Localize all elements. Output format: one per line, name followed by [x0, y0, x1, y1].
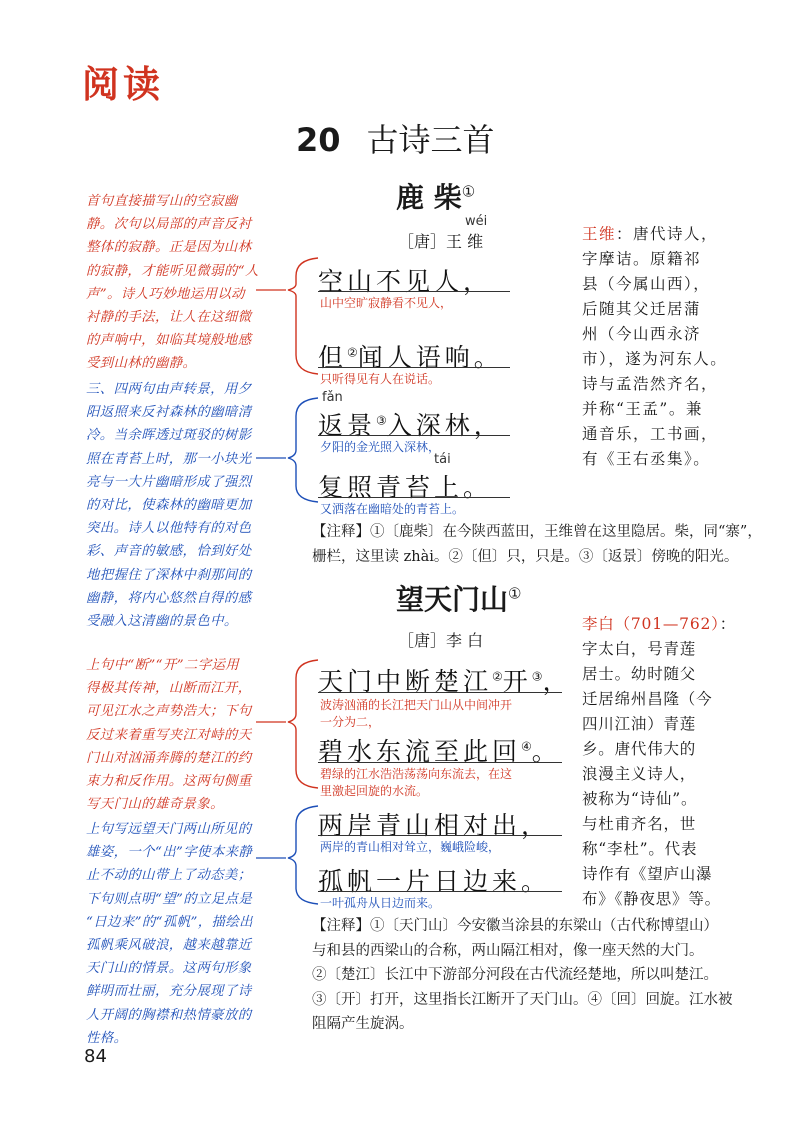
- poem2-line-3-rule: [318, 835, 562, 836]
- poem2-trans-3: 两岸的青山相对耸立，巍峨险峻，: [320, 840, 501, 854]
- poem1-line-2: [318, 338, 503, 374]
- poem2-bio-text: ： 字太白，号青莲 居士。幼时随父 迁居绵州昌隆（今 四川江油）青莲 乡。唐代伟大的 浪漫主义诗人， 被称为“诗仙”。 与杜甫齐名，世 称“李杜”。代表 诗作有《望庐山瀑 布》《静夜思》等。: [582, 615, 737, 908]
- poem1-line-3-note: ③: [376, 413, 387, 428]
- poem2-annotation-blue: [86, 818, 253, 1050]
- poem2-trans-2-cont: 里激起回旋的水流。: [320, 784, 429, 798]
- poem1-line-1: [318, 262, 492, 298]
- lesson-number: 20: [296, 121, 341, 159]
- poem1-bio-name: 王维: [582, 225, 617, 243]
- poem1-line-2-rule: [318, 367, 510, 368]
- poem1-blue-bracket: [288, 398, 318, 502]
- poem2-trans-4: 一叶孤舟从日边而来。: [320, 896, 441, 910]
- poem2-trans-1: 波涛汹涌的长江把天门山从中间冲开: [320, 698, 513, 712]
- poem2-notes: 【注释】①〔天门山〕今安徽当涂县的东梁山（古代称博望山） 与和县的西梁山的合称，两山隔江相对，像一座天然的大门。 ②〔楚江〕长江中下游部分河段在古代流经楚地，所以叫楚江。 ③〔开〕打开，这里指长江断开了天门山。④〔回〕回旋。江水被 阻隔产生旋涡。: [312, 918, 733, 1032]
- poem1-title-note: ①: [461, 182, 476, 201]
- poem2-line-1-c: ，: [542, 667, 572, 696]
- poem2-annotation-red-text: 上句中“断”“开”二字运用 得极其传神，山断而江开， 可见江水之声势浩大；下句 反过来着重写夹江对峙的天 门山对汹涌奔腾的楚江的约 束力和反作用。这两句侧重 写天门山的雄奇景象。: [86, 658, 252, 813]
- poem2-title-text: 望天门山: [396, 583, 509, 616]
- poem1-line-3: [318, 406, 503, 442]
- poem2-line-2-b: 。: [531, 737, 561, 766]
- poem1-author: ［唐］王 维: [398, 232, 484, 251]
- poem1-title: [396, 176, 475, 216]
- poem1-red-bracket: [288, 258, 318, 374]
- poem2-author-bio: [582, 612, 736, 912]
- poem1-title-text: 鹿 柴: [396, 181, 462, 214]
- poem1-author-bio: [582, 222, 727, 472]
- poem1-line-2-a: 但: [318, 343, 348, 372]
- poem1-pinyin-fan: fǎn: [322, 390, 343, 405]
- poem2-line-1-note-b: ③: [531, 669, 543, 684]
- poem1-trans-4: 又洒落在幽暗处的青苔上。: [320, 502, 465, 516]
- section-title: 阅读: [82, 62, 164, 106]
- poem2-bio-name: 李白（701—762）: [582, 615, 720, 633]
- poem2-line-4-rule: [318, 891, 562, 892]
- poem1-trans-3: 夕阳的金光照入深林，: [320, 440, 441, 454]
- poem1-line-4: [318, 468, 492, 504]
- poem1-line-2-note: ②: [347, 345, 358, 360]
- lesson-title: 古诗三首: [366, 121, 495, 159]
- page-number: 84: [84, 1046, 107, 1067]
- poem1-annotation-blue: [86, 378, 252, 633]
- poem1-author-pinyin: wéi: [465, 214, 488, 229]
- poem2-trans-1-cont: 一分为二，: [320, 715, 381, 729]
- poem2-red-bracket: [288, 660, 318, 788]
- poem2-blue-bracket: [288, 806, 318, 904]
- poem2-line-4: [318, 862, 550, 898]
- poem1-notes: 【注释】①〔鹿柴〕在今陕西蓝田，王维曾在这里隐居。柴，同“寨”， 栅栏，这里读 zhài。②〔但〕只，只是。③〔返景〕傍晚的阳光。: [312, 524, 762, 565]
- poem2-line-4-text: 孤帆一片日边来。: [318, 867, 551, 896]
- poem1-line-3-a: 返景: [318, 411, 377, 440]
- poem1-annotation-red: [86, 190, 259, 376]
- poem1-pinyin-tai: tái: [434, 452, 451, 467]
- poem1-line-4-text: 复照青苔上。: [318, 473, 493, 502]
- poem2-line-1-b: 开: [502, 667, 532, 696]
- poem1-annotation-blue-text: 三、四两句由声转景，用夕 阳返照来反衬森林的幽暗清 冷。当余晖透过斑驳的树影 照在青苔上时，那一小块光 亮与一大片幽暗形成了强烈 的对比，使森林的幽暗更加 突出。诗人以他特有的对色 彩、声音的敏感，恰到好处 地把握住了深林中刹那间的 幽静，将内心悠然自得的感 受融入这清幽的景色中。: [86, 382, 252, 630]
- poem2-author: ［唐］李 白: [398, 631, 484, 650]
- poem2-line-1-rule: [318, 692, 562, 693]
- poem2-line-1-note-a: ②: [492, 669, 503, 684]
- poem2-line-2-a: 碧水东流至此回: [318, 737, 522, 766]
- poem1-trans-2: 只听得见有人在说话。: [320, 372, 441, 386]
- poem1-annotation-red-text: 首句直接描写山的空寂幽 静。次句以局部的声音反衬 整体的寂静。正是因为山林 的寂静，才能听见微弱的“人 声”。诗人巧妙地运用以动 衬静的手法，让人在这细微 的声响中，如临其境般地感 受到山林的幽静。: [86, 194, 259, 372]
- poem1-line-4-rule: [318, 497, 510, 498]
- poem2-line-2-rule: [318, 762, 562, 763]
- poem1-bio-text: ：唐代诗人， 字摩诘。原籍祁 县（今属山西）， 后随其父迁居蒲 州（今山西永济 市），遂为河东人。 诗与孟浩然齐名， 并称“王孟”。兼 通音乐，工书画， 有《王右丞集》。: [582, 225, 728, 468]
- poem1-line-2-b: 闻人语响。: [357, 343, 503, 372]
- poem2-line-3-text: 两岸青山相对出，: [318, 811, 551, 840]
- poem1-line-1-rule: [318, 291, 510, 292]
- poem1-line-1-text: 空山不见人，: [318, 267, 493, 296]
- poem1-trans-1: 山中空旷寂静看不见人，: [320, 296, 453, 310]
- poem2-line-1-a: 天门中断楚江: [318, 667, 493, 696]
- poem2-title: [396, 578, 521, 618]
- poem2-trans-2: 碧绿的江水浩浩荡荡向东流去，在这: [320, 767, 513, 781]
- poem2-annotation-blue-text: 上句写远望天门两山所见的 雄姿，一个“出”字使本来静 止不动的山带上了动态美； 下句则点明“望”的立足点是 “日边来”的“孤帆”，描绘出 孤帆乘风破浪，越来越靠近 天门山的情景。这两句形象 鲜明而壮丽，充分展现了诗 人开阔的胸襟和热情豪放的 性格。: [86, 822, 253, 1046]
- poem1-line-3-rule: [318, 435, 510, 436]
- poem2-title-note: ①: [508, 584, 522, 603]
- poem2-line-3: [318, 806, 550, 842]
- poem2-annotation-red: [86, 654, 252, 816]
- poem2-line-2-note: ④: [521, 739, 532, 754]
- poem1-line-3-b: 入深林，: [386, 411, 503, 440]
